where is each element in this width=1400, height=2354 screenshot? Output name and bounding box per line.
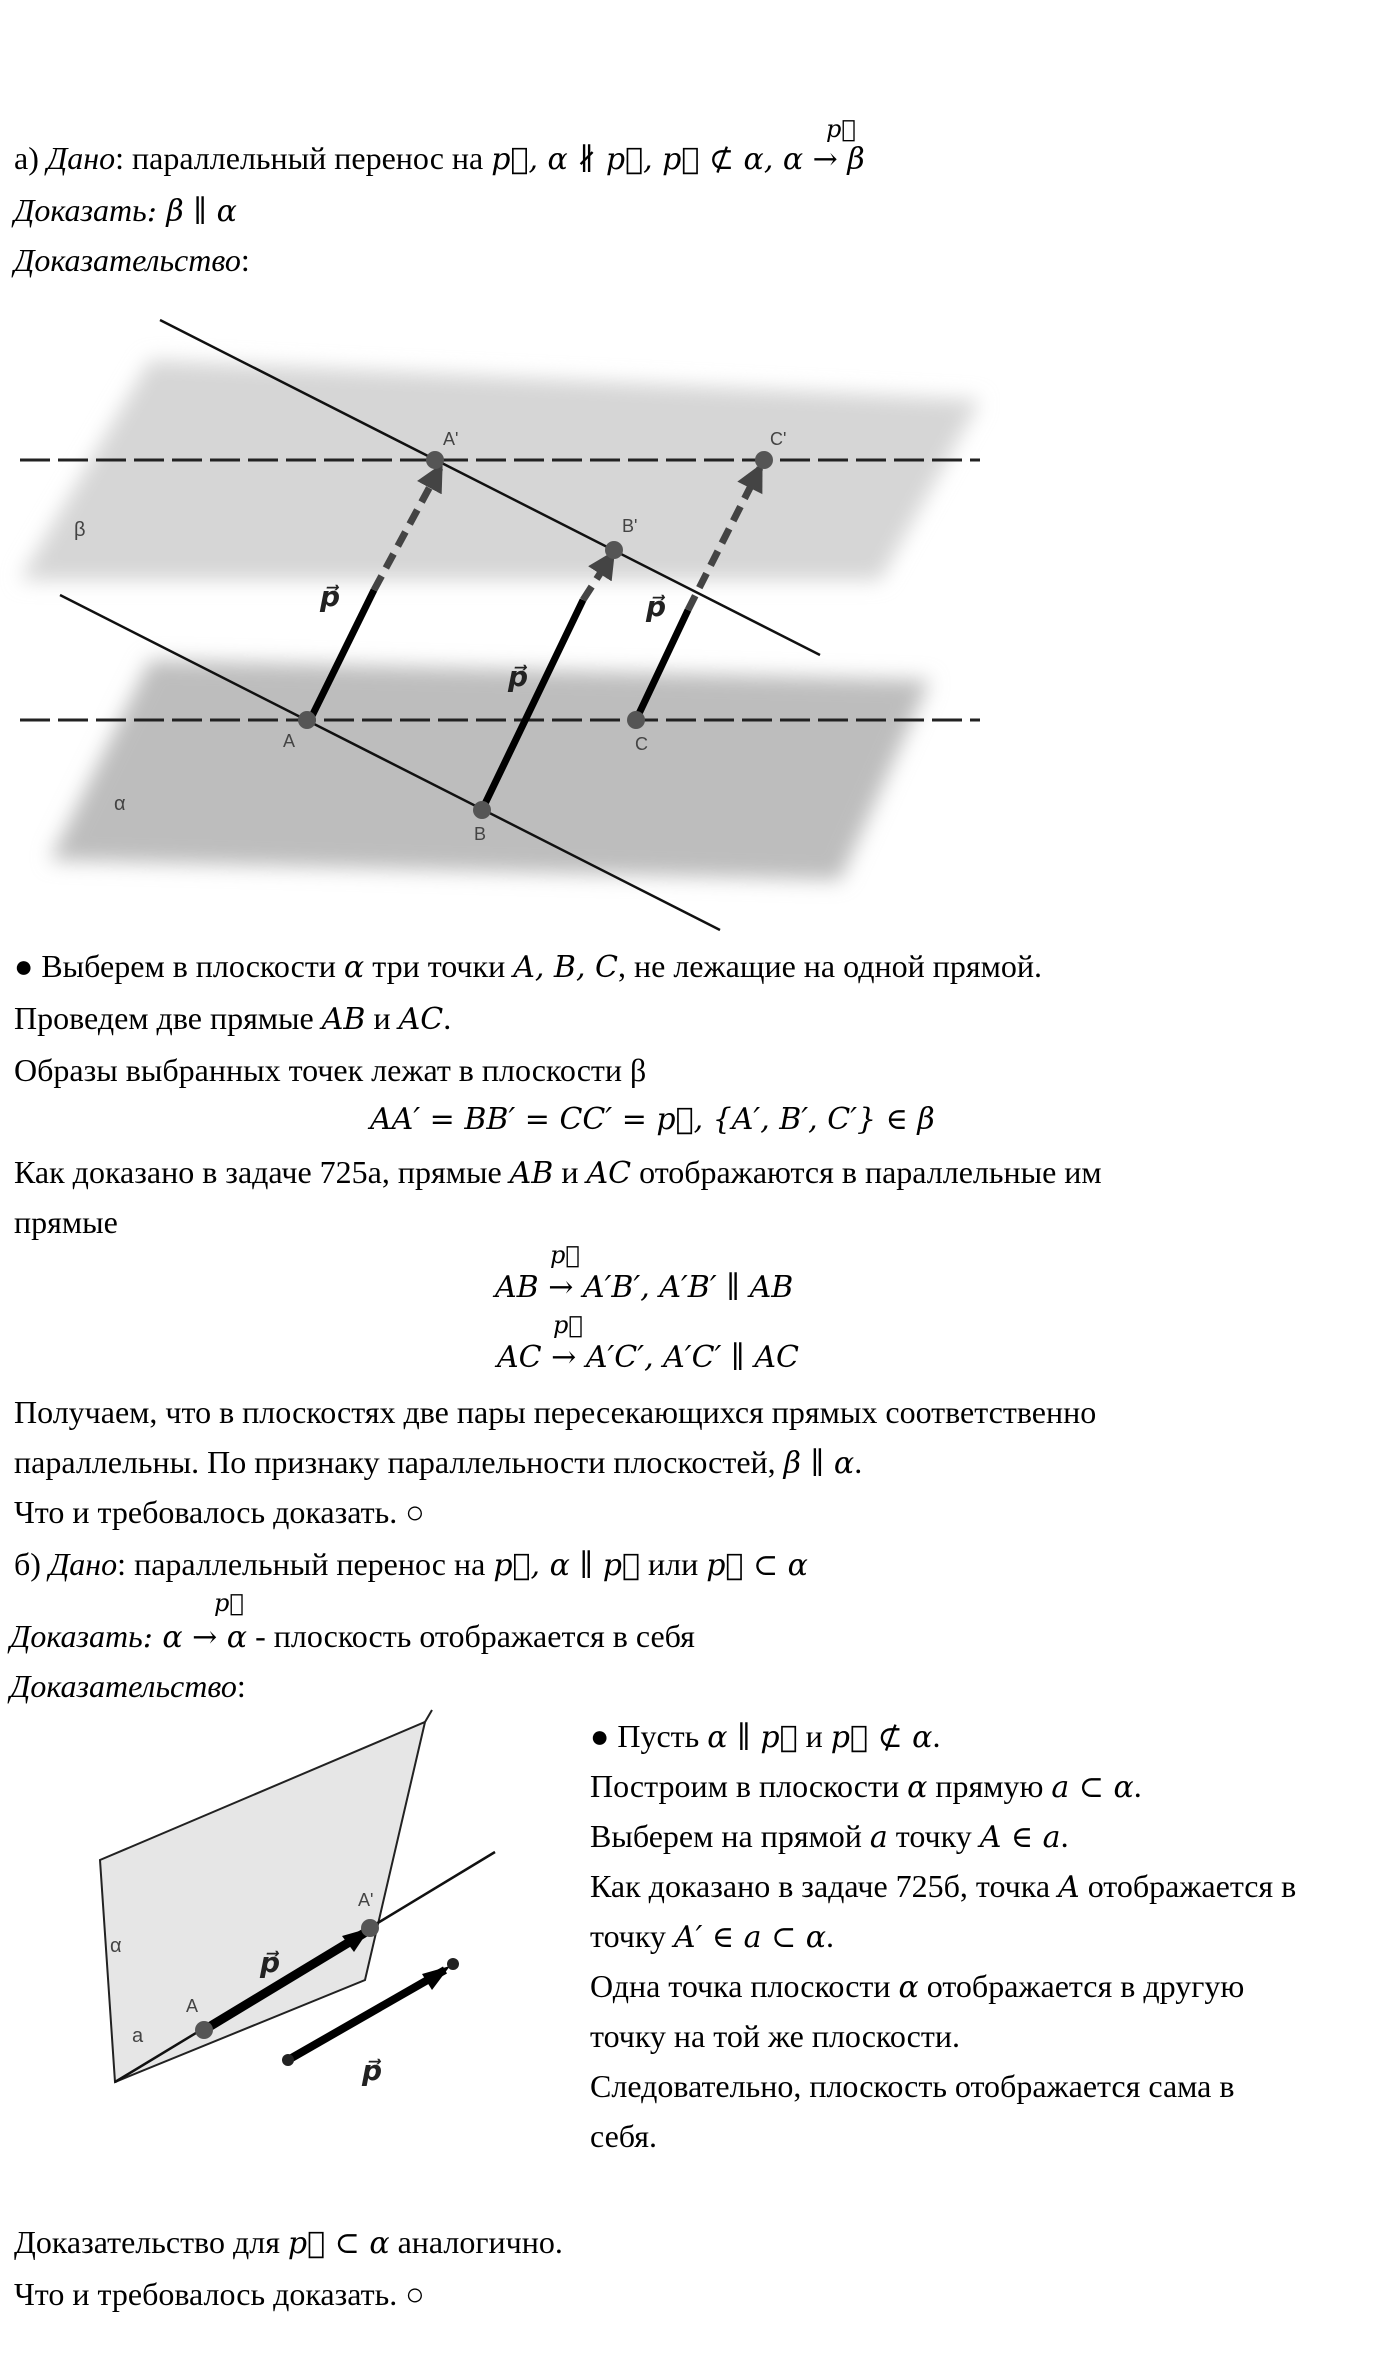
label-p-3: p⃗ — [646, 591, 667, 622]
right-line-1: ● Пусть α ∥ p⃗ и p⃗ ⊄ α. — [590, 1718, 941, 1755]
prove-a: Доказать: β ∥ α — [14, 192, 237, 229]
label-p-b2: p⃗ — [362, 2055, 383, 2086]
label-alpha-b: α — [110, 1935, 122, 1957]
point-b-prime — [605, 541, 623, 559]
label-c-prime: C' — [770, 429, 787, 449]
given-a: а) Дано: параллельный перенос на p⃗, α ∦ p⃗, p⃗ ⊄ α, α → β — [14, 140, 865, 177]
label-a-prime: A' — [443, 429, 459, 449]
formula-ab: AB → A′B′, A′B′ ∥ AB — [495, 1270, 794, 1305]
line-a-8: Что и требовалось доказать. ○ — [14, 1494, 425, 1530]
right-line-5: точку A′ ∈ a ⊂ α. — [590, 1918, 835, 1955]
label-a: A — [283, 731, 296, 751]
plane-alpha — [50, 660, 930, 880]
proof-b-heading: Доказательство: — [10, 1668, 246, 1704]
point-c-prime — [755, 451, 773, 469]
right-line-2: Построим в плоскости α прямую a ⊂ α. — [590, 1768, 1142, 1805]
prove-b-arrow-label: p⃗ — [214, 1589, 244, 1617]
label-alpha: α — [114, 793, 126, 815]
line-a-4: Как доказано в задаче 725а, прямые AB и AC отображаются в параллельные им — [14, 1154, 1102, 1191]
label-b-prime: B' — [622, 516, 638, 536]
point-a — [298, 711, 316, 729]
plane-beta — [20, 360, 980, 580]
formula-ac-arrow-label: p⃗ — [553, 1311, 583, 1339]
figure-parallel-planes — [0, 300, 1000, 940]
point-a-b — [195, 2021, 213, 2039]
label-c: C — [635, 734, 648, 754]
right-line-9: себя. — [590, 2118, 657, 2154]
formula-ac: AC → A′C′, A′C′ ∥ AC — [497, 1340, 799, 1375]
right-line-6: Одна точка плоскости α отображается в другую — [590, 1968, 1245, 2005]
point-a-prime — [426, 451, 444, 469]
point-a-prime-b — [361, 1919, 379, 1937]
right-line-3: Выберем на прямой a точку A ∈ a. — [590, 1818, 1069, 1855]
point-c — [627, 711, 645, 729]
label-p-1: p⃗ — [320, 581, 341, 612]
label-beta: β — [74, 519, 86, 541]
line-a-5: прямые — [14, 1204, 118, 1240]
label-a-b: A — [186, 1996, 199, 2016]
label-a-prime-b: A' — [358, 1890, 374, 1910]
figure-plane-translation — [60, 1700, 520, 2150]
vector-p-start — [282, 2054, 294, 2066]
line-a-3: Образы выбранных точек лежат в плоскости β — [14, 1052, 647, 1088]
line-a-6: Получаем, что в плоскостях две пары пересекающихся прямых соответственно — [14, 1394, 1097, 1430]
point-b — [473, 801, 491, 819]
end-line-2: Что и требовалось доказать. ○ — [14, 2276, 425, 2312]
plane-alpha-b — [100, 1722, 425, 2082]
label-b: B — [474, 824, 487, 844]
formula-vectors: AA′ = BB′ = CC′ = p⃗, {A′, B′, C′} ∈ β — [370, 1102, 935, 1137]
given-label: Дано — [46, 140, 116, 176]
label-p-2: p⃗ — [508, 661, 529, 692]
given-b: б) Дано: параллельный перенос на p⃗, α ∥ p⃗ или p⃗ ⊂ α — [14, 1546, 808, 1583]
end-line-1: Доказательство для p⃗ ⊂ α аналогично. — [14, 2224, 563, 2261]
label-line-a: a — [132, 2025, 144, 2047]
line-a-7: параллельны. По признаку параллельности плоскостей, β ∥ α. — [14, 1444, 863, 1481]
vector-p-end — [447, 1958, 459, 1970]
right-line-4: Как доказано в задаче 725б, точка A отображается в — [590, 1868, 1297, 1905]
formula-ab-arrow-label: p⃗ — [550, 1241, 580, 1269]
line-a-2: Проведем две прямые AB и AC. — [14, 1000, 452, 1037]
proof-a-heading: Доказательство: — [14, 242, 250, 278]
arrow-over-label: p⃗ — [826, 115, 856, 143]
line-a-1: ● Выберем в плоскости α три точки A, B, C, не лежащие на одной прямой. — [14, 948, 1042, 985]
label-p-b1: p⃗ — [260, 1947, 281, 1978]
right-line-7: точку на той же плоскости. — [590, 2018, 960, 2054]
prove-b: Доказать: α → α - плоскость отображается в себя — [10, 1618, 695, 1655]
right-line-8: Следовательно, плоскость отображается сама в — [590, 2068, 1235, 2104]
